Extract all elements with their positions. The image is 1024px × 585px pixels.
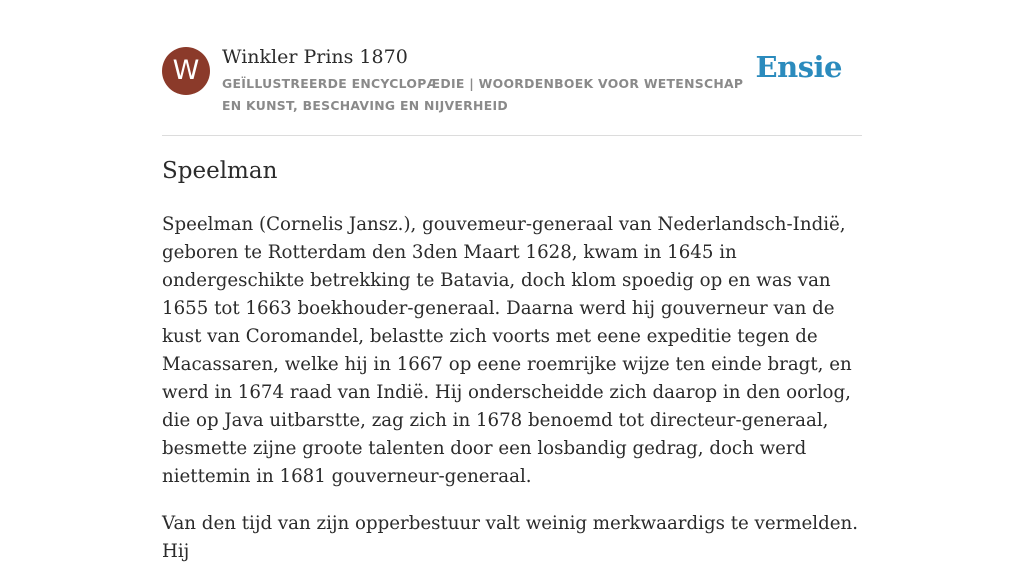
brand-logo-link[interactable]: Ensie bbox=[755, 50, 842, 84]
source-subtitle: GEÏLLUSTREERDE ENCYCLOPÆDIE | WOORDENBOEK VOOR WETENSCHAP EN KUNST, BESCHAVING EN NIJVERHEID bbox=[222, 76, 744, 113]
source-header bbox=[162, 0, 862, 136]
avatar[interactable]: W bbox=[162, 47, 210, 95]
entry-paragraph: Van den tijd van zijn opperbestuur valt weinig merkwaardigs te vermelden. Hij bbox=[162, 513, 859, 562]
entry-body bbox=[162, 211, 862, 585]
entry-title: Speelman bbox=[162, 158, 278, 184]
entry-paragraph: Speelman (Cornelis Jansz.), gouvemeur-generaal van Nederlandsch-Indië, geboren te Rotterdam den 3den Maart 1628, kwam in 1645 in ondergeschikte betrekking te Batavia, doch klom spoedig op en was van 1655 tot 1663 boekhouder-generaal. Daarna werd hij gouverneur van de kust van Coromandel, belastte zich voorts met eene expeditie tegen de Macassaren, welke hij in 1667 op eene roemrijke wijze ten einde bragt, en werd in 1674 raad van Indië. Hij onderscheidde zich daarop in den oorlog, die op Java uitbarstte, zag zich in 1678 benoemd tot directeur-generaal, besmette zijne groote talenten door een losbandig gedrag, doch werd niettemin in 1681 gouverneur-generaal. bbox=[162, 214, 852, 487]
page bbox=[162, 0, 862, 562]
source-title[interactable]: Winkler Prins 1870 bbox=[222, 46, 408, 68]
